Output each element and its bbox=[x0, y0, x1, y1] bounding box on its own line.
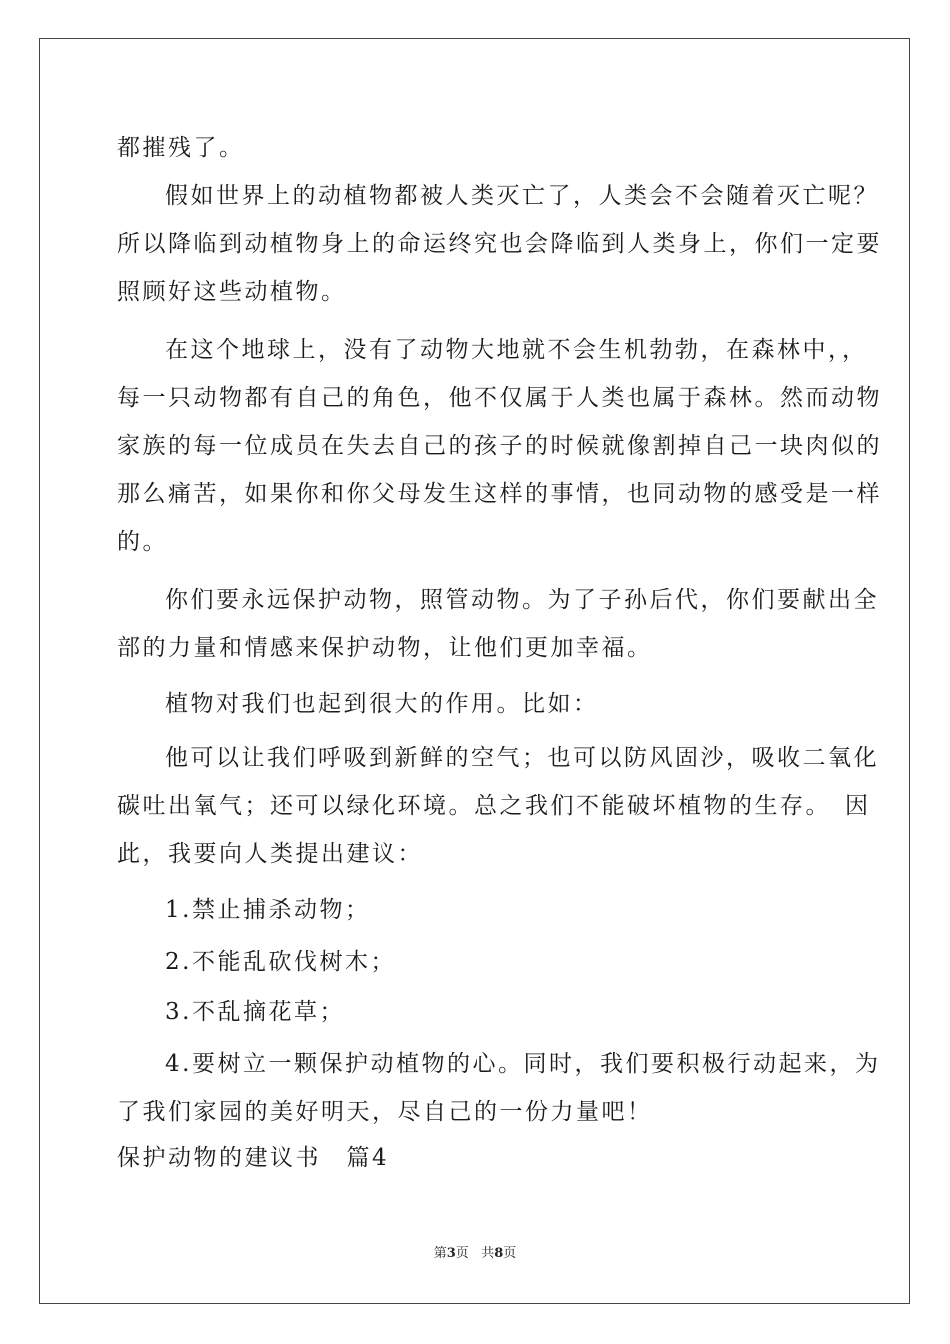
total-prefix: 共 bbox=[481, 1246, 495, 1261]
text-line: 植物对我们也起到很大的作用。比如： bbox=[165, 691, 599, 717]
page-number: 3 bbox=[446, 1246, 456, 1261]
text-line: 碳吐出氧气；还可以绿化环境。总之我们不能破坏植物的生存。 因 bbox=[117, 793, 871, 819]
page-prefix: 第 bbox=[433, 1246, 447, 1261]
text-line: 他可以让我们呼吸到新鲜的空气；也可以防风固沙，吸收二氧化 bbox=[165, 745, 879, 771]
text-line: 照顾好这些动植物。 bbox=[117, 279, 347, 305]
list-item: 4.要树立一颗保护动植物的心。同时，我们要积极行动起来，为 bbox=[165, 1051, 881, 1077]
text-line: 了我们家园的美好明天，尽自己的一份力量吧！ bbox=[117, 1099, 653, 1125]
text-line: 此，我要向人类提出建议： bbox=[117, 841, 423, 867]
text-line: 那么痛苦，如果你和你父母发生这样的事情，也同动物的感受是一样 bbox=[117, 481, 882, 507]
section-heading: 保护动物的建议书 篇4 bbox=[117, 1145, 390, 1171]
total-suffix: 页 bbox=[503, 1246, 517, 1261]
page-suffix: 页 bbox=[455, 1246, 469, 1261]
page-footer bbox=[0, 1245, 950, 1263]
text-line: 的。 bbox=[117, 529, 168, 555]
text-line: 你们要永远保护动物，照管动物。为了子孙后代，你们要献出全 bbox=[165, 587, 879, 613]
text-line: 部的力量和情感来保护动物，让他们更加幸福。 bbox=[117, 635, 653, 661]
text-line: 假如世界上的动植物都被人类灭亡了，人类会不会随着灭亡呢？ bbox=[165, 183, 879, 209]
text-line: 家族的每一位成员在失去自己的孩子的时候就像割掉自己一块肉似的 bbox=[117, 433, 882, 459]
list-item: 2.不能乱砍伐树木； bbox=[165, 949, 396, 975]
text-line: 在这个地球上，没有了动物大地就不会生机勃勃，在森林中，， bbox=[165, 337, 868, 363]
list-item: 3.不乱摘花草； bbox=[165, 999, 345, 1025]
text-line: 都摧残了。 bbox=[117, 135, 245, 161]
list-item: 1.禁止捕杀动物； bbox=[165, 897, 371, 923]
total-pages: 8 bbox=[494, 1246, 504, 1261]
text-line: 所以降临到动植物身上的命运终究也会降临到人类身上，你们一定要 bbox=[117, 231, 882, 257]
text-line: 每一只动物都有自己的角色，他不仅属于人类也属于森林。然而动物 bbox=[117, 385, 882, 411]
